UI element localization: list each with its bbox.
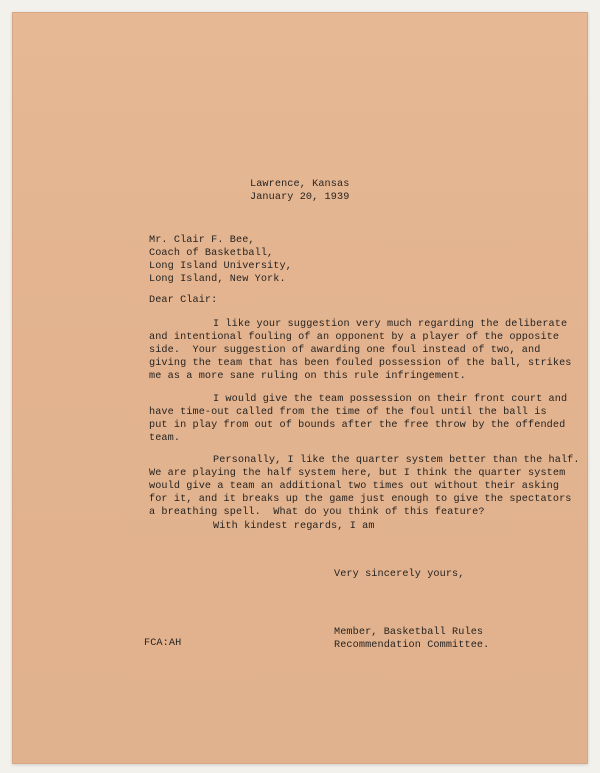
recipient-line: Mr. Clair F. Bee, (149, 235, 255, 246)
signature-title (334, 626, 489, 652)
paragraph-line: giving the team that has been fouled possession of the ball, strikes (149, 358, 572, 369)
signature-title-line: Recommendation Committee. (334, 640, 490, 651)
paragraph-line: We are playing the half system here, but I think the quarter system (149, 468, 566, 479)
paragraph-line: would give a team an additional two times out without their asking (149, 481, 560, 492)
complimentary-close: Very sincerely yours, (334, 569, 465, 580)
paragraph-line: team. (149, 433, 181, 444)
paragraph-line: me as a more sane ruling on this rule infringement. (149, 371, 466, 382)
paragraph-line: side. Your suggestion of awarding one foul instead of two, and (149, 345, 541, 356)
body-paragraph-3 (149, 454, 580, 519)
paragraph-line: put in play from out of bounds after the free throw by the offended (149, 420, 566, 431)
body-paragraph-1 (149, 318, 572, 383)
letter-date: January 20, 1939 (250, 192, 350, 203)
recipient-line: Long Island, New York. (149, 274, 286, 285)
paragraph-line: for it, and it breaks up the game just enough to give the spectators (149, 494, 572, 505)
letter-page (12, 12, 588, 764)
paragraph-line: have time-out called from the time of the foul until the ball is (149, 407, 547, 418)
signature-title-line: Member, Basketball Rules (334, 627, 484, 638)
salutation: Dear Clair: (149, 295, 218, 306)
paragraph-line: a breathing spell. What do you think of this feature? (149, 507, 485, 518)
paragraph-line: I would give the team possession on their front court and (213, 394, 568, 405)
recipient-address (149, 234, 292, 286)
paragraph-line: Personally, I like the quarter system better than the half. (213, 455, 580, 466)
paragraph-line: I like your suggestion very much regarding the deliberate (213, 319, 568, 330)
regards-line: With kindest regards, I am (213, 521, 375, 532)
reference-initials: FCA:AH (144, 638, 182, 649)
recipient-line: Long Island University, (149, 261, 292, 272)
letter-place: Lawrence, Kansas (250, 179, 350, 190)
body-paragraph-2 (149, 393, 567, 445)
paragraph-line: and intentional fouling of an opponent by a player of the opposite (149, 332, 560, 343)
recipient-line: Coach of Basketball, (149, 248, 274, 259)
